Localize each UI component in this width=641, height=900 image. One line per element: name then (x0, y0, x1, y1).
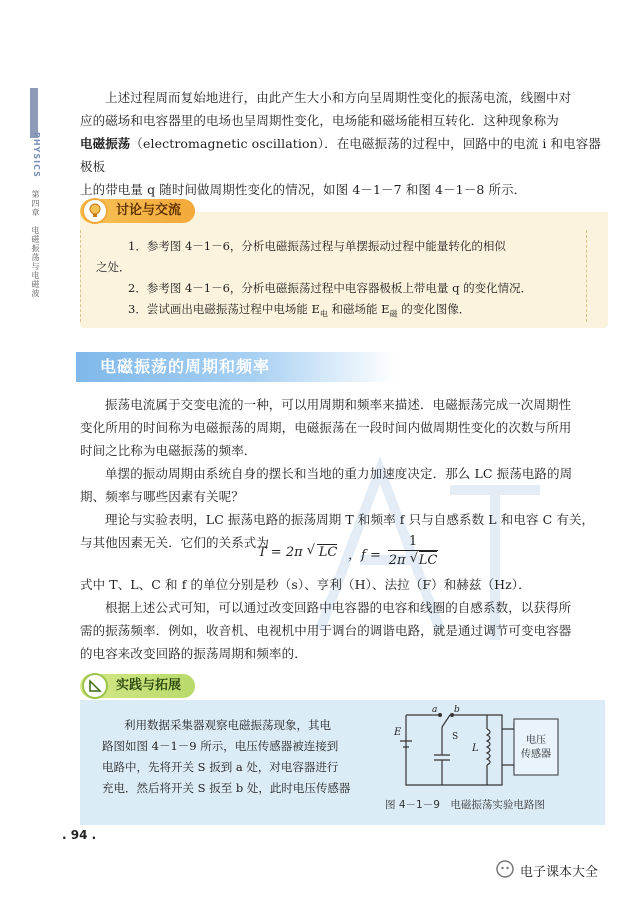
section-body (80, 393, 610, 554)
section-p3-line-2: 与其他因素无关．它们的关系式为 (80, 535, 270, 550)
formula-f-fraction (388, 534, 438, 570)
label-S: S (452, 732, 459, 742)
formula-sqrt-LC-2: √ LC (409, 551, 438, 568)
question-3-sub-electric: 电 (319, 309, 328, 319)
page-number: . 94 . (62, 828, 97, 842)
section-p1-line-2: 变化所用的时间称为电磁振荡的周期，电磁振荡在一段时间内做周期性变化的次数与所用 (80, 420, 572, 435)
question-3 (108, 299, 588, 324)
formula-sqrt-LC-1: √ LC (306, 543, 338, 560)
question-1 (96, 236, 588, 278)
wechat-icon (495, 859, 515, 879)
label-a: a (432, 705, 438, 715)
watermark-text: 电子课本大全 (520, 865, 599, 880)
practice-title: 实践与拓展 (116, 678, 182, 693)
section-p5-line-2: 需的振荡频率．例如，收音机、电视机中用于调台的调谐电路，就是通过调节可变电容器 (80, 623, 572, 638)
section-p4: 式中 T、L、C 和 f 的单位分别是秒（s）、亨利（H）、法拉（F）和赫兹（Hz）． (80, 577, 531, 592)
formula-f-den-2pi: 2π (388, 553, 406, 568)
practice-line-4: 充电．然后将开关 S 扳至 b 处，此时电压传感器 (102, 781, 351, 795)
question-1-line-1: 1．参考图 4－1－6，分析电磁振荡过程与单摆振动过程中能量转化的相似 (128, 239, 506, 253)
intro-line-4: 上的带电量 q 随时间做周期性变化的情况，如图 4－1－7 和图 4－1－8 所示． (80, 182, 527, 197)
question-1-line-2: 之处． (96, 260, 131, 274)
term-cn: 电磁振荡 (80, 136, 131, 151)
discussion-questions (96, 236, 588, 324)
switch-contact-a (438, 713, 442, 717)
sensor-label-line-1: 电压 (526, 735, 546, 746)
practice-line-1: 利用数据采集器观察电磁振荡现象，其电 (124, 718, 331, 732)
practice-line-3: 电路中，先将开关 S 扳到 a 处，对电容器进行 (102, 760, 339, 774)
side-color-bar (30, 88, 38, 138)
intro-line-1: 上述过程周而复始地进行，由此产生大小和方向呈周期性变化的振荡电流，线圈中对 (105, 90, 572, 105)
label-L: L (472, 743, 479, 754)
intro-paragraph (80, 86, 610, 201)
section-p1-line-3: 时间之比称为电磁振荡的频率． (80, 443, 257, 458)
question-2: 2．参考图 4－1－6，分析电磁振荡过程中电容器极板上带电量 q 的变化情况． (128, 281, 533, 295)
formula-f-radicand: LC (418, 553, 438, 568)
practice-line-2: 路图如图 4－1－9 所示，电压传感器被连接到 (102, 739, 339, 753)
label-b: b (454, 705, 460, 715)
sensor-label-line-2: 传感器 (521, 749, 551, 760)
question-3-mid: 和磁场能 E (327, 302, 390, 316)
lc-circuit-diagram (392, 705, 582, 795)
intro-line-3 (80, 132, 610, 178)
formula-period (258, 544, 337, 560)
formula-T-radicand: LC (318, 545, 338, 560)
formula-f-numerator: 1 (408, 534, 418, 549)
side-subject-label: PHYSICS (32, 132, 41, 178)
side-chapter-label: 第四章 电磁振荡与电磁波 (31, 190, 40, 298)
triangle-ruler-icon (82, 673, 108, 699)
section-p5-line-3: 的电容来改变回路的振荡周期和频率的． (80, 646, 307, 661)
intro-line-2: 应的磁场和电容器里的电场也呈周期性变化，电场能和磁场能相互转化．这种现象称为 (80, 113, 559, 128)
formula-f-denominator (388, 550, 438, 570)
intro-line-3-rest: ．在电磁振荡的过程中，回路中的电流 i 和电容器极板 (80, 136, 601, 174)
label-E: E (394, 727, 402, 738)
section-title: 电磁振荡的周期和频率 (100, 357, 271, 376)
section-p5-line-1: 根据上述公式可知，可以通过改变回路中电容器的电容和线圈的自感系数，以获得所 (105, 600, 572, 615)
term-en: （electromagnetic oscillation） (130, 136, 325, 151)
formula-T-lhs: T = 2π (258, 545, 303, 560)
section-p2-line-1: 单摆的振动周期由系统自身的摆长和当地的重力加速度决定．那么 LC 振荡电路的周 (105, 466, 573, 481)
section-p3-line-1: 理论与实验表明，LC 振荡电路的振荡周期 T 和频率 f 只与自感系数 L 和电容 C 有关， (105, 512, 595, 527)
formula-f-lhs: ，f = (348, 548, 381, 563)
question-3-post: 的变化图像． (397, 302, 471, 316)
section-p2-line-2: 期、频率与哪些因素有关呢？ (80, 489, 244, 504)
section-p1-line-1: 振荡电流属于交变电流的一种，可以用周期和频率来描述．电磁振荡完成一次周期性 (105, 397, 572, 412)
question-3-pre: 3．尝试画出电磁振荡过程中电场能 E (128, 302, 320, 316)
figure-caption: 图 4－1－9 电磁振荡实验电路图 (385, 799, 545, 811)
question-3-sub-magnetic: 磁 (389, 309, 398, 319)
voltage-sensor-box (514, 719, 558, 775)
practice-text (102, 715, 380, 799)
discussion-title: 讨论与交流 (116, 203, 182, 218)
lightbulb-icon (82, 198, 108, 224)
section-body-2 (80, 573, 610, 665)
